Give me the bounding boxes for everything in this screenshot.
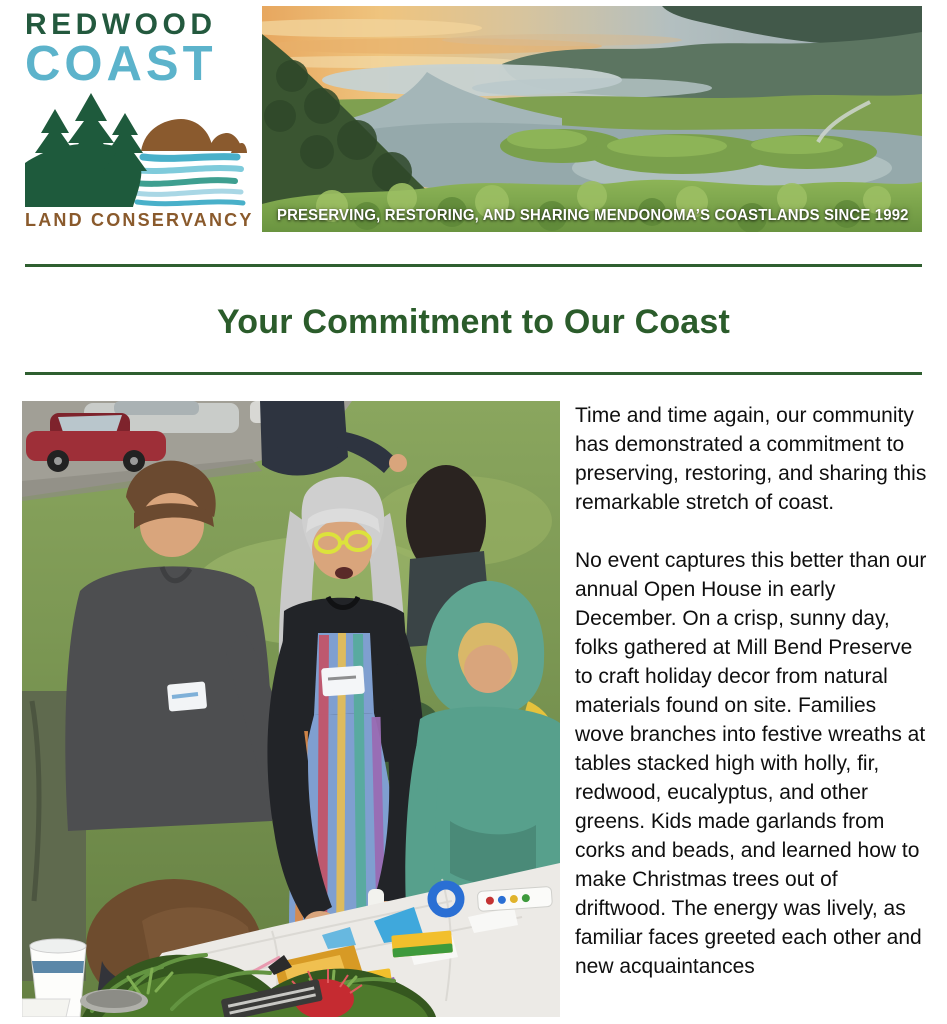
- divider-bottom: [25, 372, 922, 375]
- hero-tagline: PRESERVING, RESTORING, AND SHARING MENDONOMA’S COASTLANDS SINCE 1992: [277, 207, 909, 224]
- logo-land-conservancy-text: LAND CONSERVANCY: [25, 209, 254, 230]
- logo-graphic-icon: [25, 91, 247, 207]
- article-content: [0, 401, 947, 1017]
- paragraph-2: No event captures this better than our annual Open House in early December. On a crisp, sunny day, folks gathered at Mill Bend Preserve to craft holiday decor from natural materials found on site. Families wove branches into festive wreaths at tables stacked high with holly, fir, redwood, eucalyptus, and other greens. Kids made garlands from corks and beads, and learned how to make Christmas trees out of driftwood. The energy was lively, as familiar faces greeted each other and new acquaintances: [575, 549, 927, 978]
- brand-logo: [25, 8, 254, 231]
- paragraph-1: Time and time again, our community has demonstrated a commitment to preserving, restoring, and sharing this remarkable stretch of coast.: [575, 404, 927, 514]
- open-house-photo: [22, 401, 560, 1017]
- hero-banner: [262, 6, 922, 232]
- header: [0, 0, 947, 236]
- article-title: Your Commitment to Our Coast: [216, 303, 731, 341]
- article-body: [575, 401, 927, 981]
- craft-photo-illustration: [22, 401, 560, 1017]
- logo-redwood-text: REDWOOD: [25, 8, 217, 41]
- logo-coast-text: COAST: [25, 37, 217, 91]
- hero-photo-illustration: [262, 6, 922, 232]
